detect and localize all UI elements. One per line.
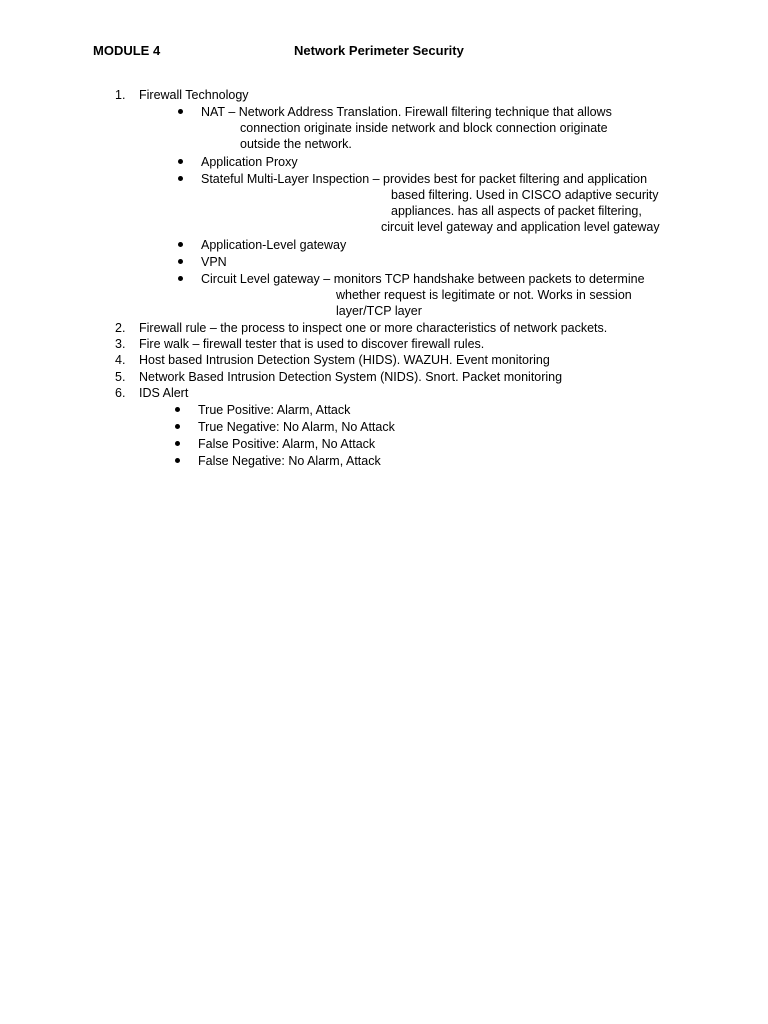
bullet-text-continuation: based filtering. Used in CISCO adaptive security xyxy=(391,188,659,202)
bullet-text: Stateful Multi-Layer Inspection – provides best for packet filtering and application xyxy=(201,172,648,186)
list-number: 3. xyxy=(115,337,126,351)
page-title: Network Perimeter Security xyxy=(294,43,464,58)
bullet-text: VPN xyxy=(201,255,227,269)
bullet-text: NAT – Network Address Translation. Firewall filtering technique that allows xyxy=(201,105,612,119)
bullet-text: Circuit Level gateway – monitors TCP handshake between packets to determine xyxy=(201,272,645,286)
list-number: 1. xyxy=(115,88,126,102)
list-item-text: Network Based Intrusion Detection System (NIDS). Snort. Packet monitoring xyxy=(139,370,563,384)
bullet-text: True Negative: No Alarm, No Attack xyxy=(198,420,395,434)
list-item-text: IDS Alert xyxy=(139,386,189,400)
bullet-icon xyxy=(178,276,183,281)
bullet-icon xyxy=(175,424,180,429)
list-number: 6. xyxy=(115,386,126,400)
bullet-icon xyxy=(178,242,183,247)
bullet-text: Application-Level gateway xyxy=(201,238,347,252)
list-number: 4. xyxy=(115,353,126,367)
bullet-icon xyxy=(178,176,183,181)
list-item-text: Fire walk – firewall tester that is used to discover firewall rules. xyxy=(139,337,485,351)
bullet-icon xyxy=(175,441,180,446)
bullet-text-continuation: circuit level gateway and application level gateway xyxy=(381,220,660,234)
bullet-text-continuation: appliances. has all aspects of packet filtering, xyxy=(391,204,642,218)
bullet-text-continuation: outside the network. xyxy=(240,137,352,151)
bullet-text-continuation: connection originate inside network and block connection originate xyxy=(240,121,608,135)
bullet-icon xyxy=(178,159,183,164)
bullet-text: False Positive: Alarm, No Attack xyxy=(198,437,376,451)
bullet-text: Application Proxy xyxy=(201,155,298,169)
list-number: 2. xyxy=(115,321,126,335)
bullet-icon xyxy=(178,259,183,264)
module-label: MODULE 4 xyxy=(93,43,161,58)
bullet-icon xyxy=(178,109,183,114)
bullet-text-continuation: whether request is legitimate or not. Works in session xyxy=(336,288,632,302)
bullet-icon xyxy=(175,407,180,412)
list-item-text: Firewall Technology xyxy=(139,88,249,102)
list-item-text: Firewall rule – the process to inspect one or more characteristics of network packets. xyxy=(139,321,608,335)
list-number: 5. xyxy=(115,370,126,384)
bullet-text: True Positive: Alarm, Attack xyxy=(198,403,351,417)
bullet-text: False Negative: No Alarm, Attack xyxy=(198,454,381,468)
list-item-text: Host based Intrusion Detection System (HIDS). WAZUH. Event monitoring xyxy=(139,353,550,367)
bullet-icon xyxy=(175,458,180,463)
bullet-text-continuation: layer/TCP layer xyxy=(336,304,422,318)
